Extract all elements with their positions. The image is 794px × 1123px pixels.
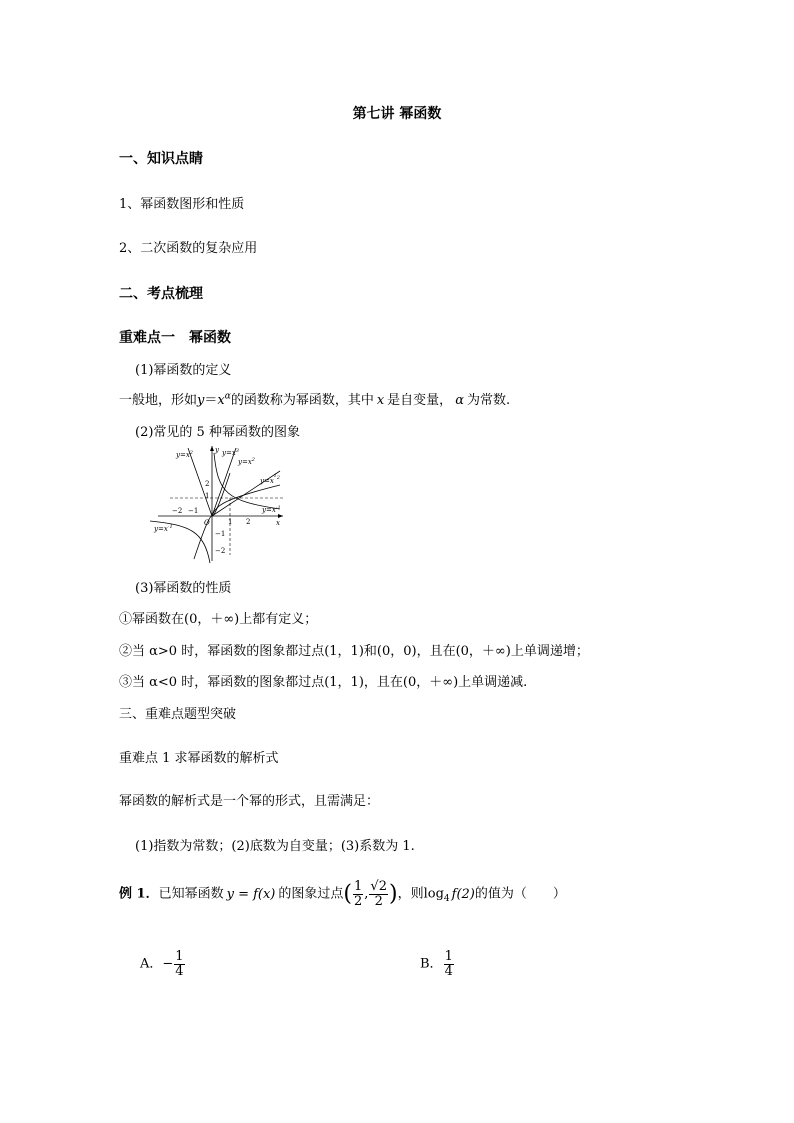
log-text: log — [423, 886, 444, 902]
property-1: ①幂函数在(0，＋∞)上都有定义； — [119, 612, 318, 627]
formula-y: y — [197, 393, 205, 408]
definition-var: x — [376, 393, 385, 408]
property-3: ③当 α<0 时，幂函数的图象都过点(1，1)，且在(0，＋∞)上单调递减. — [119, 675, 528, 690]
option-b-num: 1 — [444, 949, 453, 964]
point-x-fraction — [353, 880, 363, 908]
label-y-inv-left: $y=x^{-1}$ — [154, 524, 173, 533]
option-a-num: 1 — [175, 949, 184, 964]
formula-eq: ＝ — [204, 393, 218, 408]
x-tick-1: 1 — [228, 518, 233, 526]
y-axis-label: y — [215, 446, 219, 454]
property-label: (3)幂函数的性质 — [135, 581, 232, 596]
point-y-den: 2 — [374, 893, 383, 909]
x-axis-arrow — [278, 514, 283, 518]
section-heading-knowledge: 一、知识点睛 — [119, 151, 203, 167]
option-a[interactable] — [140, 950, 186, 978]
property-2: ②当 α>0 时，幂函数的图象都过点(1，1)和(0，0)，且在(0，＋∞)上单调递增； — [119, 644, 589, 659]
knowledge-item-1: 1、幂函数图形和性质 — [119, 197, 245, 212]
origin-label: O — [204, 519, 210, 527]
label-y-inv-right: $y=x^{-1}$ — [262, 505, 281, 514]
x-tick-neg1: −1 — [188, 507, 199, 515]
x-tick-2: 2 — [246, 518, 251, 526]
option-a-sign: − — [162, 956, 174, 972]
option-b[interactable] — [420, 950, 455, 978]
example-end: 的值为（ ） — [474, 886, 566, 902]
formula-x: x — [217, 393, 225, 408]
power-function-graph — [150, 443, 290, 565]
option-a-label: A． — [140, 956, 163, 972]
point-close-paren: ) — [388, 881, 398, 907]
example-post: ，则 — [397, 886, 424, 902]
point-x-den: 2 — [354, 893, 363, 909]
definition-alpha: α — [455, 393, 464, 408]
definition-post: 是自变量， — [387, 393, 453, 408]
subheading-power-function: 重难点一 幂函数 — [119, 330, 231, 346]
label-y-sqrt: $y=x^1$ — [260, 474, 277, 485]
log-base: 4 — [443, 894, 450, 905]
example-func: y = f(x) — [226, 886, 276, 902]
section-heading-breakthrough: 三、重难点题型突破 — [119, 707, 237, 722]
example-pre: 已知幂函数 — [158, 886, 224, 902]
option-b-den: 4 — [444, 963, 453, 979]
section-heading-review: 二、考点梳理 — [119, 286, 203, 302]
example-1 — [119, 880, 566, 908]
point-y-num: √2 — [370, 879, 387, 894]
graph-label: (2)常见的 5 种幂函数的图象 — [135, 425, 300, 440]
point-y-fraction — [369, 880, 388, 908]
y-axis-arrow — [210, 446, 214, 451]
y-tick-1: 1 — [205, 492, 210, 500]
definition-end: 为常数. — [466, 393, 511, 408]
definition-text — [119, 389, 510, 408]
topic-description: 幂函数的解析式是一个幂的形式，且需满足： — [119, 794, 380, 809]
option-a-den: 4 — [175, 963, 184, 979]
y-tick-neg2: −2 — [215, 547, 226, 555]
point-comma: , — [364, 886, 369, 902]
label-y-x2-mid: $y=x^2$ — [238, 457, 255, 466]
example-label: 例 1． — [119, 886, 159, 902]
example-mid: 的图象过点 — [278, 886, 344, 902]
knowledge-item-2: 2、二次函数的复杂应用 — [119, 241, 258, 256]
y-tick-2: 2 — [205, 480, 210, 488]
point-open-paren: ( — [343, 881, 352, 907]
topic-heading: 重难点 1 求幂函数的解析式 — [119, 751, 279, 766]
definition-mid: 的函数称为幂函数，其中 — [230, 393, 374, 408]
definition-pre: 一般地，形如 — [119, 393, 198, 408]
option-a-fraction — [174, 950, 184, 978]
label-y-x2-left: $y=x^2$ — [176, 450, 193, 459]
label-sqrt-exp-den: 2 — [277, 476, 280, 481]
page-title: 第七讲 幂函数 — [352, 106, 442, 122]
formula-exponent: α — [224, 391, 231, 402]
option-b-fraction — [444, 950, 454, 978]
x-axis-label: x — [276, 519, 280, 527]
topic-conditions: (1)指数为常数；(2)底数为自变量；(3)系数为 1. — [135, 839, 415, 854]
x-tick-neg2: −2 — [172, 507, 183, 515]
label-y-x3: $y=x^3$ — [222, 448, 239, 457]
definition-label: (1)幂函数的定义 — [135, 363, 232, 378]
point-x-num: 1 — [354, 879, 363, 894]
log-argument: f(2) — [451, 886, 475, 902]
y-tick-neg1: −1 — [215, 530, 226, 538]
option-b-label: B． — [420, 956, 443, 972]
